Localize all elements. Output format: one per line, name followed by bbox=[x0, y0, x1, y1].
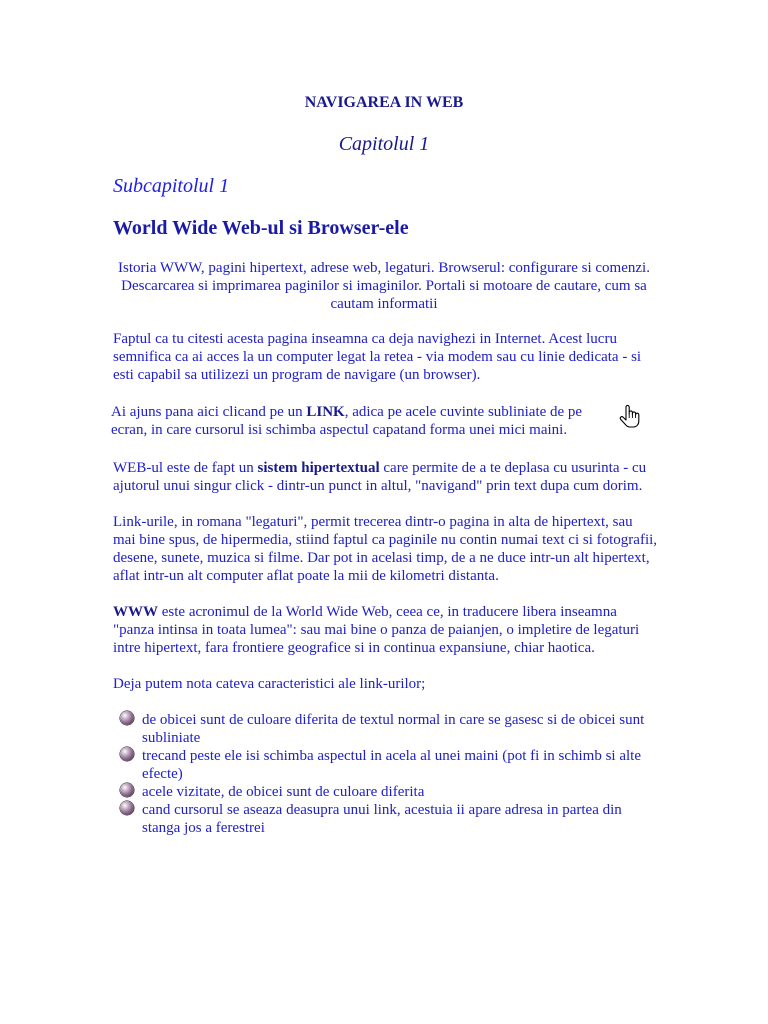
list-item bbox=[120, 783, 655, 801]
paragraph-link-text-end: , adica pe acele cuvinte subliniate de pe ecran, in care cursorul isi schimba aspectul capatand forma unei mici maini. bbox=[111, 404, 583, 438]
paragraph-www-text: este acronimul de la World Wide Web, ceea ce, in traducere libera inseamna "panza intinsa in toata lumea": sau mai bine o panza de paianjen, o impletire de legaturi intre hipertext, fara frontiere geografice si in continua expansiune, chiar haotica. bbox=[113, 604, 640, 656]
paragraph-hypertext-start: WEB-ul este de fapt un bbox=[113, 460, 258, 476]
list-item-text: trecand peste ele isi schimba aspectul in acela al unei maini (pot fi in schimb si alte efecte) bbox=[142, 748, 641, 782]
paragraph-www bbox=[113, 603, 658, 657]
www-term: WWW bbox=[113, 604, 158, 620]
sphere-bullet-icon bbox=[120, 711, 134, 725]
paragraph-link bbox=[111, 403, 601, 439]
paragraph-intro: Faptul ca tu citesti acesta pagina inseamna ca deja navighezi in Internet. Acest lucru semnifica ca ai acces la un computer legat la retea - via modem sau cu linie dedicata - si esti capabil sa utilizezi un program de navigare (un browser). bbox=[113, 331, 642, 383]
hypertext-term: sistem hipertextual bbox=[257, 460, 380, 476]
chapter-heading: Capitolul 1 bbox=[338, 133, 430, 155]
list-item-text: cand cursorul se aseaza deasupra unui link, acestuia ii apare adresa in partea din stanga jos a ferestrei bbox=[142, 802, 622, 836]
section-heading: World Wide Web-ul si Browser-ele bbox=[113, 217, 409, 239]
list-item-text: de obicei sunt de culoare diferita de textul normal in care se gasesc si de obicei sunt subliniate bbox=[142, 712, 645, 746]
paragraph-characteristics: Deja putem nota cateva caracteristici ale link-urilor; bbox=[113, 676, 426, 692]
paragraph-links: Link-urile, in romana "legaturi", permit trecerea dintr-o pagina in alta de hipertext, sau mai bine spus, de hipermedia, stiind faptul ca paginile nu contin numai text ci si fotografii, desene, sunete, muzica si filme. Dar pot in acelasi timp, de a ne duce intr-un alt hipertext, aflat intr-un alt computer aflat poate la mii de kilometri distanta. bbox=[113, 514, 658, 584]
list-item bbox=[120, 801, 655, 837]
sphere-bullet-icon bbox=[120, 783, 134, 797]
characteristics-list bbox=[120, 711, 655, 837]
sphere-bullet-icon bbox=[120, 747, 134, 761]
list-item-text: acele vizitate, de obicei sunt de culoare diferita bbox=[142, 784, 425, 800]
abstract-summary: Istoria WWW, pagini hipertext, adrese web, legaturi. Browserul: configurare si comenzi. Descarcarea si imprimarea paginilor si imaginilor. Portali si motoare de cautare, cum sa cautam informatii bbox=[118, 260, 650, 312]
hand-pointer-icon bbox=[618, 403, 642, 429]
subchapter-heading: Subcapitolul 1 bbox=[113, 175, 230, 197]
sphere-bullet-icon bbox=[120, 801, 134, 815]
list-item bbox=[120, 747, 655, 783]
paragraph-link-text-start: Ai ajuns pana aici clicand pe un bbox=[111, 404, 307, 420]
paragraph-hypertext bbox=[113, 459, 658, 495]
paragraph-hypertext-end: care permite de a te deplasa cu usurinta - cu ajutorul unui singur click - dintr-un punct in altul, "navigand" prin text dupa cum dorim. bbox=[113, 460, 647, 494]
document-title: NAVIGAREA IN WEB bbox=[304, 94, 464, 111]
link-term: LINK bbox=[306, 404, 345, 420]
list-item bbox=[120, 711, 655, 747]
